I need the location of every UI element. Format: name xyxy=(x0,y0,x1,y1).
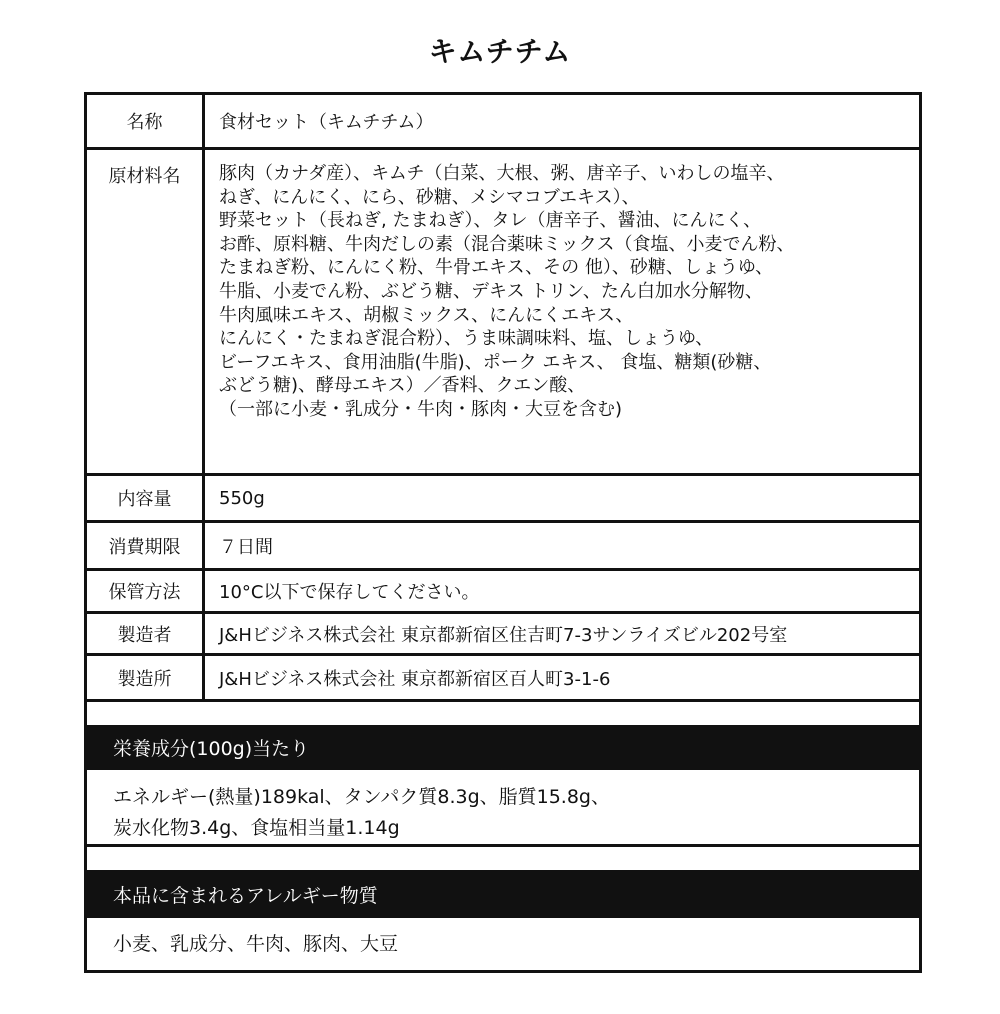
row-ingredients xyxy=(87,150,919,476)
ingredients-text xyxy=(219,162,909,473)
ingredients-line: ぶどう糖)、酵母エキス）／香料、クエン酸、 xyxy=(219,375,586,397)
allergens-line: 小麦、乳成分、牛肉、豚肉、大豆 xyxy=(113,933,399,955)
row-label: 製造所 xyxy=(87,656,205,699)
ingredients-line: （一部に小麦・乳成分・牛肉・豚肉・大豆を含む) xyxy=(219,398,623,420)
ingredients-line: お酢、原料糖、牛肉だしの素（混合薬味ミックス（食塩、小麦でん粉、 xyxy=(219,233,795,255)
row-label: 保管方法 xyxy=(87,571,205,611)
ingredients-line: 野菜セット（長ねぎ, たまねぎ）、タレ（唐辛子、醤油、にんにく、 xyxy=(219,210,762,232)
product-label-table xyxy=(84,92,922,973)
allergens-header: 本品に含まれるアレルギー物質 xyxy=(87,870,919,918)
ingredients-line: ねぎ、にんにく、にら、砂糖、メシマコブエキス）、 xyxy=(219,186,640,208)
row-factory xyxy=(87,656,919,702)
nutrition-line: 炭水化物3.4g、食塩相当量1.14g xyxy=(113,817,400,839)
row-label: 内容量 xyxy=(87,476,205,520)
row-value: 食材セット（キムチチム） xyxy=(219,112,434,133)
row-value: J&Hビジネス株式会社 東京都新宿区百人町3-1-6 xyxy=(219,668,611,690)
row-storage xyxy=(87,571,919,614)
row-content-amount xyxy=(87,476,919,523)
ingredients-line: にんにく・たまねぎ混合粉）、うま味調味料、塩、しょうゆ、 xyxy=(219,328,714,350)
ingredients-line: 牛脂、小麦でん粉、ぶどう糖、デキス トリン、たん白加水分解物、 xyxy=(219,280,763,302)
row-name xyxy=(87,95,919,150)
nutrition-line: エネルギー(熱量)189kal、タンパク質8.3g、脂質15.8g、 xyxy=(113,786,610,808)
row-value: J&Hビジネス株式会社 東京都新宿区住吉町7-3サンライズビル202号室 xyxy=(219,624,788,646)
nutrition-header: 栄養成分(100g)当たり xyxy=(87,725,919,770)
row-label: 原材料名 xyxy=(87,150,205,473)
row-value: 550g xyxy=(219,487,265,509)
row-manufacturer xyxy=(87,614,919,656)
ingredients-line: 牛肉風味エキス、胡椒ミックス、にんにくエキス、 xyxy=(219,304,634,326)
allergens-text xyxy=(113,929,909,960)
row-label: 製造者 xyxy=(87,614,205,653)
ingredients-line: 豚肉（カナダ産）、キムチ（白菜、大根、粥、唐辛子、いわしの塩辛、 xyxy=(219,163,785,184)
nutrition-text xyxy=(113,782,909,844)
page-title: キムチチム xyxy=(428,35,572,68)
row-value: 10°C以下で保存してください。 xyxy=(219,582,480,603)
ingredients-line: たまねぎ粉、にんにく粉、牛骨エキス、その 他）、砂糖、しょうゆ、 xyxy=(219,257,774,279)
row-label: 消費期限 xyxy=(87,523,205,568)
row-label: 名称 xyxy=(87,95,205,147)
row-expiry xyxy=(87,523,919,571)
ingredients-line: ビーフエキス、食用油脂(牛脂)、ポーク エキス、 食塩、糖類(砂糖、 xyxy=(219,351,772,373)
row-value: ７日間 xyxy=(219,536,273,558)
